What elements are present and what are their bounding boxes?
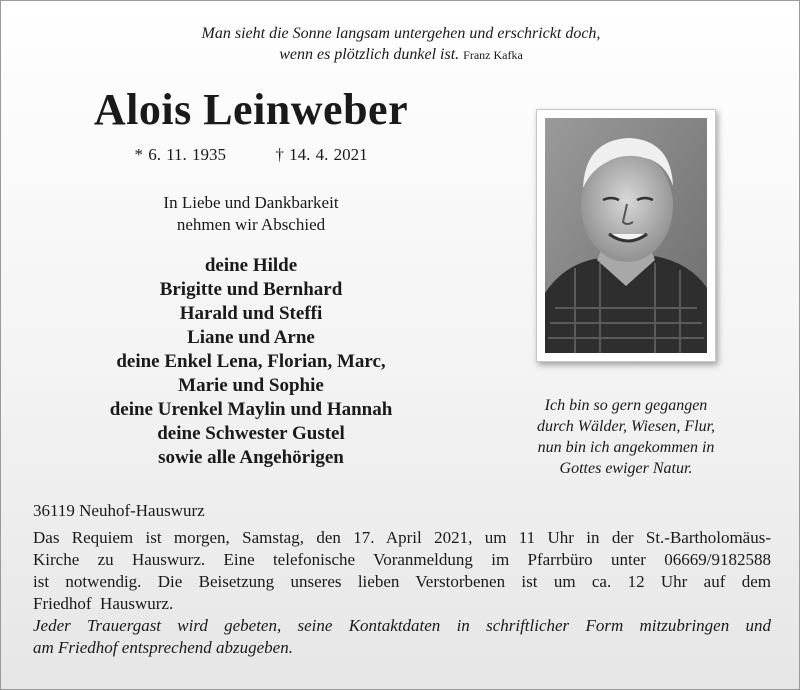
family-list	[21, 254, 481, 470]
kafka-quote	[1, 23, 800, 66]
funeral-announcement	[33, 527, 771, 659]
covid-notice-line: Jeder Trauergast wird gebeten, seine Kontaktdaten in schriftlicher Form mitzubringen und	[33, 616, 771, 635]
poem-line: durch Wälder, Wiesen, Flur,	[536, 418, 716, 435]
announcement-line: Das Requiem ist morgen, Samstag, den 17. April 2021, um 11 Uhr in der St.-Bartholomäus-	[33, 528, 771, 547]
announcement-line: Kirche zu Hauswurz. Eine telefonische Voranmeldung im Pfarrbüro unter 06669/9182588	[33, 550, 771, 569]
family-member: Harald und Steffi	[179, 303, 323, 324]
family-member: deine Schwester Gustel	[157, 423, 345, 444]
family-member: deine Enkel Lena, Florian, Marc,	[116, 351, 386, 372]
poem-line: Gottes ewiger Natur.	[559, 460, 693, 477]
life-dates	[21, 144, 481, 166]
family-member: Marie und Sophie	[178, 375, 324, 396]
portrait-photo-frame	[536, 109, 716, 362]
address: 36119 Neuhof-Hauswurz	[33, 501, 205, 520]
quote-line-2	[1, 44, 800, 66]
poem-line: Ich bin so gern gegangen	[544, 397, 708, 414]
farewell-intro	[21, 192, 481, 236]
death-date: † 14. 4. 2021	[275, 145, 368, 164]
family-member: sowie alle Angehörigen	[158, 447, 344, 468]
poem-line: nun bin ich angekommen in	[537, 439, 715, 456]
portrait-photo	[545, 118, 707, 353]
family-member: deine Hilde	[204, 255, 298, 276]
quote-author: Franz Kafka	[463, 48, 523, 62]
family-member: Liane und Arne	[187, 327, 315, 348]
birth-date: * 6. 11. 1935	[134, 145, 227, 164]
covid-notice-line: am Friedhof entsprechend abzugeben.	[33, 638, 293, 657]
intro-line-2: nehmen wir Abschied	[176, 215, 326, 234]
poem	[506, 395, 746, 479]
intro-line-1: In Liebe und Dankbarkeit	[163, 193, 339, 212]
quote-line-1: Man sieht die Sonne langsam untergehen und erschrickt doch,	[201, 25, 601, 42]
deceased-name: Alois Leinweber	[93, 85, 409, 134]
family-member: deine Urenkel Maylin und Hannah	[109, 399, 393, 420]
announcement-line: Friedhof Hauswurz.	[33, 594, 174, 613]
quote-line-2-text: wenn es plötzlich dunkel ist.	[279, 46, 460, 63]
family-member: Brigitte und Bernhard	[159, 279, 343, 300]
announcement-line: ist notwendig. Die Beisetzung unseres lieben Verstorbenen ist um ca. 12 Uhr auf dem	[33, 572, 771, 591]
